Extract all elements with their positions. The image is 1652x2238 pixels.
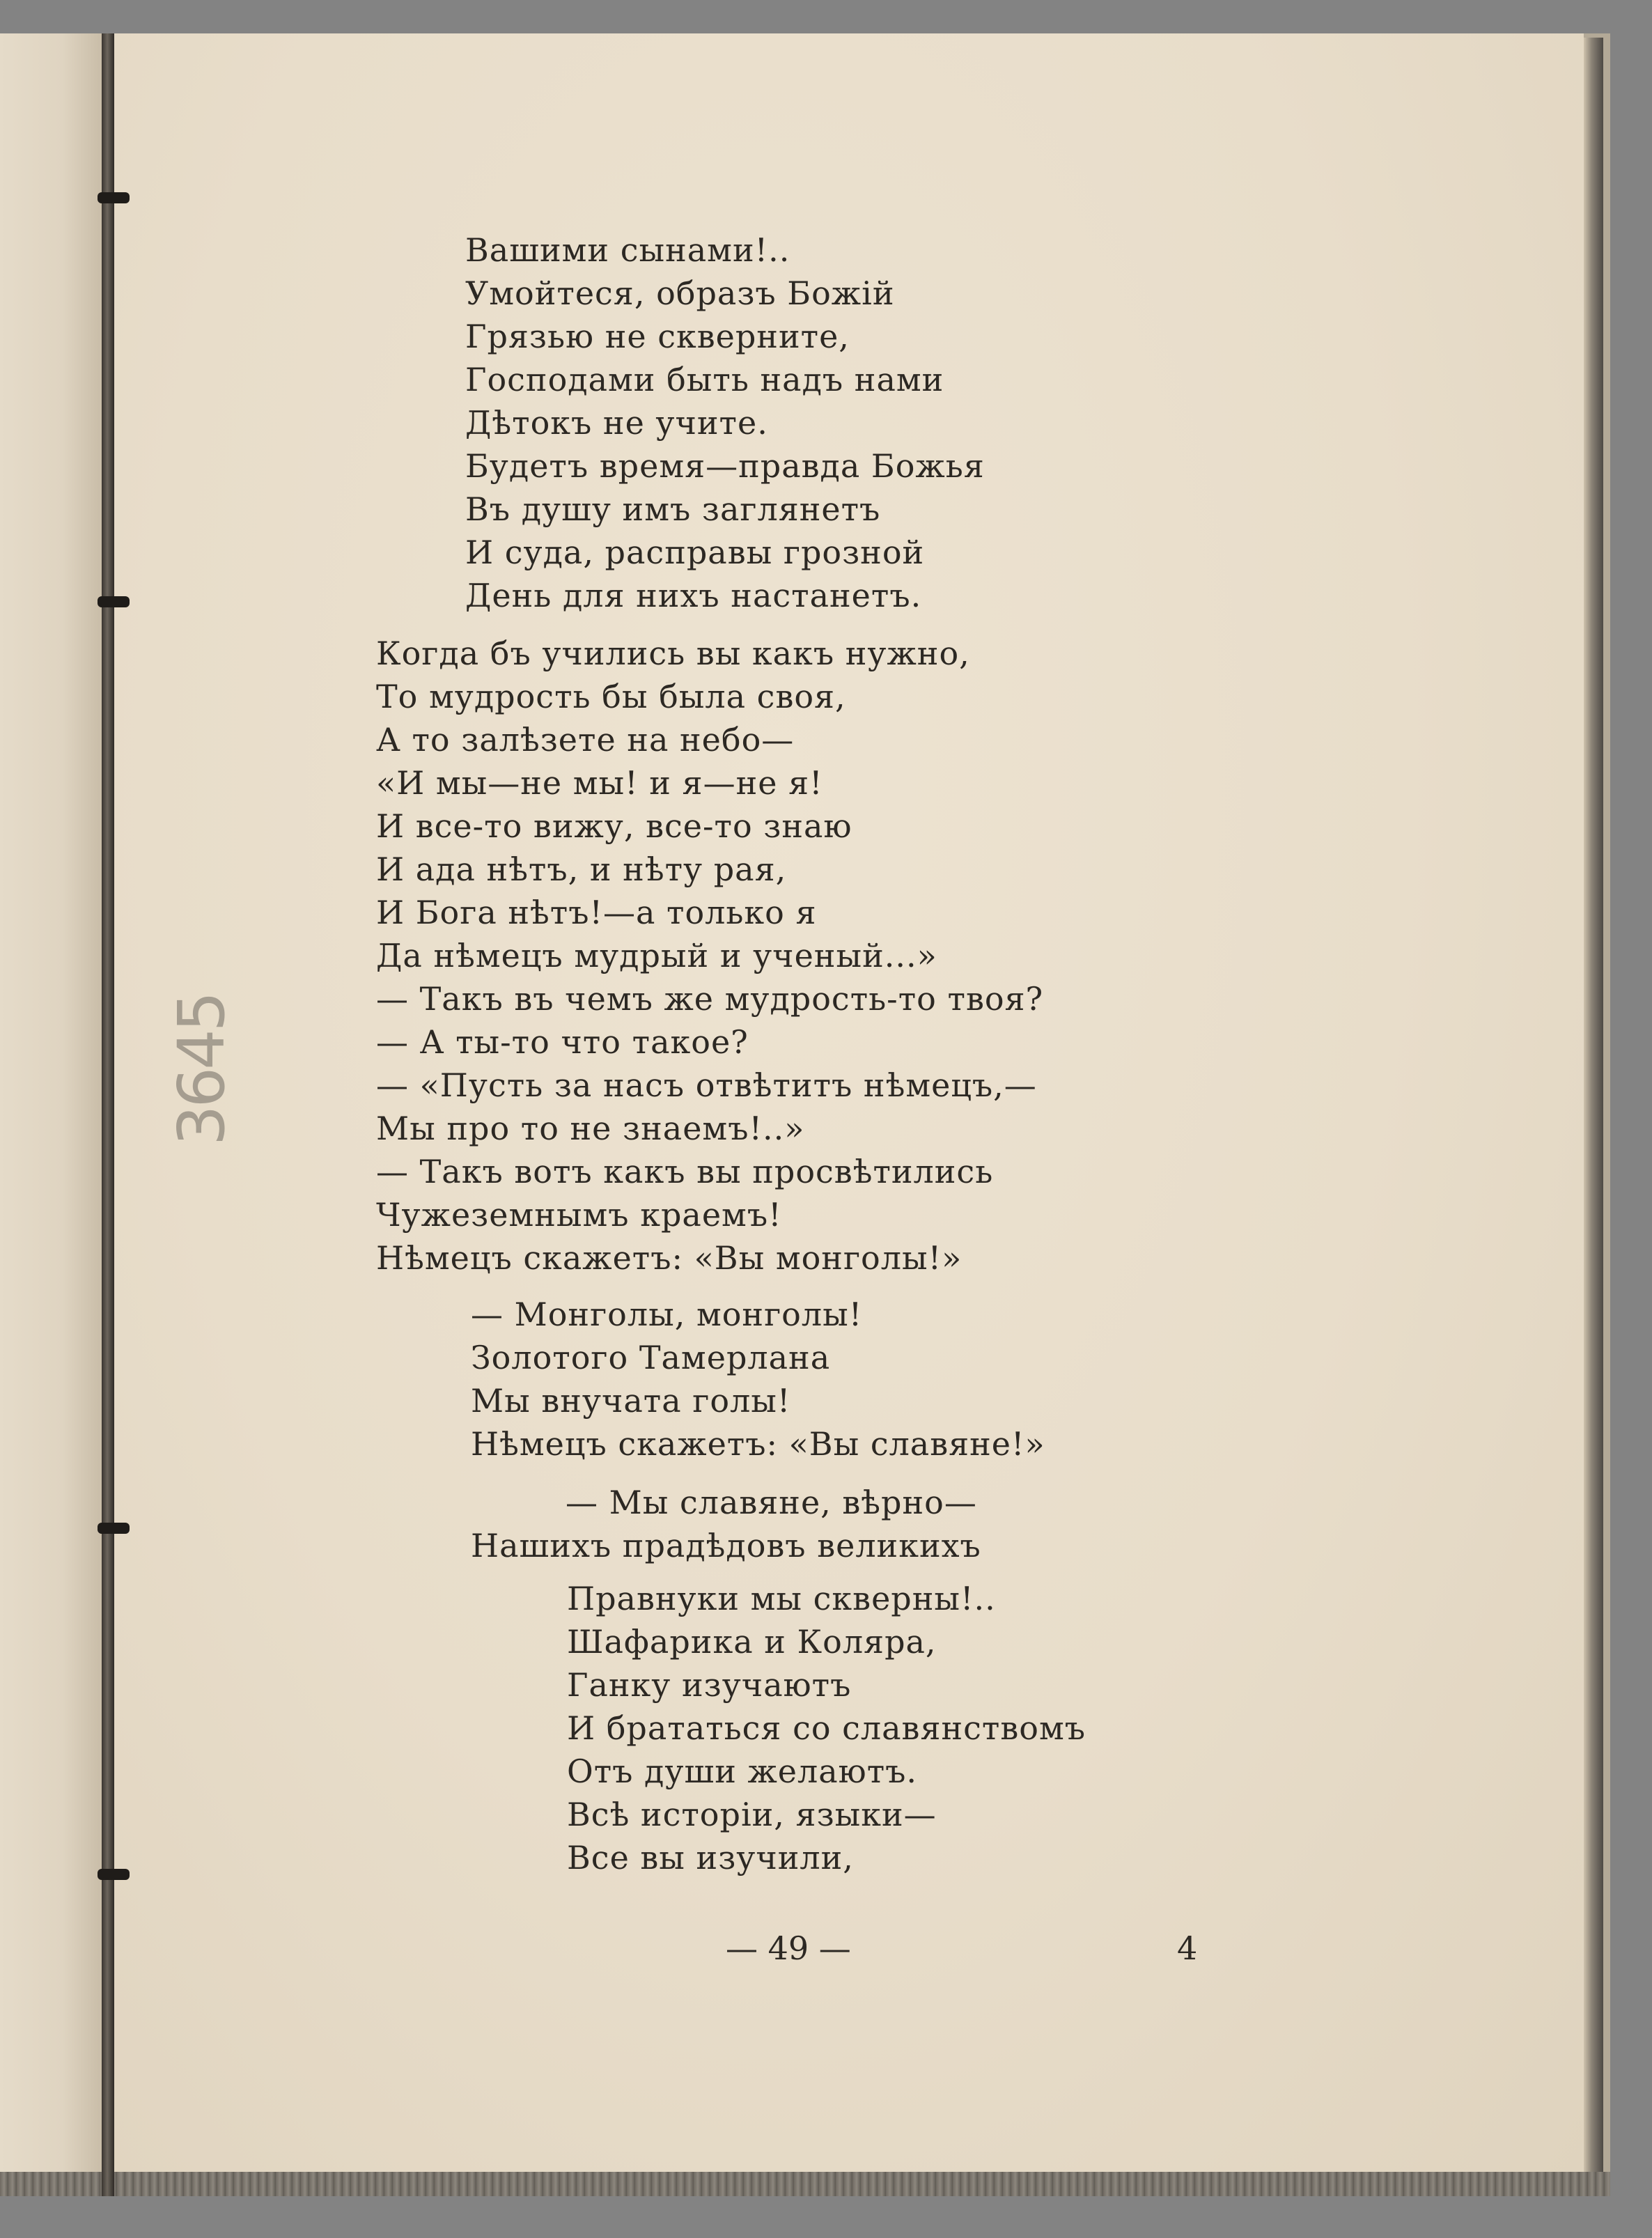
binding-stitch [98, 1869, 130, 1880]
poem-line: Отъ души желаютъ. [567, 1753, 918, 1790]
binding-stitch [98, 596, 130, 607]
poem-line: И брататься со славянствомъ [567, 1709, 1086, 1747]
signature-mark: 4 [1177, 1929, 1198, 1967]
poem-line: А то залѣзете на небо— [376, 721, 795, 759]
poem-line: — Мы славяне, вѣрно— [566, 1484, 977, 1521]
previous-page-edge [0, 33, 104, 2179]
poem-line: И суда, расправы грозной [465, 534, 925, 571]
poem-line: — «Пусть за насъ отвѣтитъ нѣмецъ,— [376, 1066, 1037, 1104]
book-bottom-edge [0, 2172, 1610, 2196]
poem-line: Мы внучата голы! [471, 1382, 791, 1420]
poem-line: — А ты-то что такое? [376, 1023, 749, 1061]
poem-line: Чужеземнымъ краемъ! [376, 1196, 782, 1234]
poem-line: Всѣ исторіи, языки— [567, 1796, 937, 1833]
poem-line: Ганку изучаютъ [567, 1666, 852, 1704]
poem-line: Золотого Тамерлана [471, 1339, 831, 1376]
poem-line: Мы про то не знаемъ!..» [376, 1110, 805, 1147]
poem-line: День для нихъ настанетъ. [465, 577, 922, 614]
poem-line: Господами быть надъ нами [465, 361, 944, 398]
poem-line: То мудрость бы была своя, [376, 678, 846, 715]
poem-line: Шафарика и Коляра, [567, 1623, 937, 1661]
margin-pencil-number: 3645 [164, 993, 239, 1146]
poem-line: Нашихъ прадѣдовъ великихъ [471, 1527, 981, 1564]
poem-line: Умойтеся, образъ Божій [465, 274, 895, 312]
poem-line: И ада нѣтъ, и нѣту рая, [376, 850, 787, 888]
poem-line: «И мы—не мы! и я—не я! [376, 764, 823, 802]
poem-line: Когда бъ учились вы какъ нужно, [376, 635, 970, 672]
binding-stitch [98, 1523, 130, 1534]
poem-line: — Монголы, монголы! [471, 1296, 863, 1333]
poem-line: Да нѣмецъ мудрый и ученый...» [376, 937, 937, 974]
page-edge-shadow [1584, 38, 1603, 2176]
poem-line: Вашими сынами!.. [465, 231, 790, 269]
binding-stitch [98, 192, 130, 203]
poem-line: Нѣмецъ скажетъ: «Вы славяне!» [471, 1425, 1045, 1463]
poem-line: Дѣтокъ не учите. [465, 404, 768, 442]
poem-line: И Бога нѣтъ!—а только я [376, 894, 817, 931]
poem-line: И все-то вижу, все-то знаю [376, 807, 852, 845]
poem-line: Въ душу имъ заглянетъ [465, 490, 881, 528]
page-number: — 49 — [726, 1929, 851, 1967]
poem-line: Грязью не скверните, [465, 318, 850, 355]
poem-line: Нѣмецъ скажетъ: «Вы монголы!» [376, 1239, 963, 1277]
poem-line: Будетъ время—правда Божья [465, 447, 985, 485]
poem-line: Правнуки мы скверны!.. [567, 1580, 996, 1617]
poem-line: Все вы изучили, [567, 1839, 854, 1876]
poem-line: — Такъ вотъ какъ вы просвѣтились [376, 1153, 994, 1190]
poem-line: — Такъ въ чемъ же мудрость-то твоя? [376, 980, 1044, 1018]
